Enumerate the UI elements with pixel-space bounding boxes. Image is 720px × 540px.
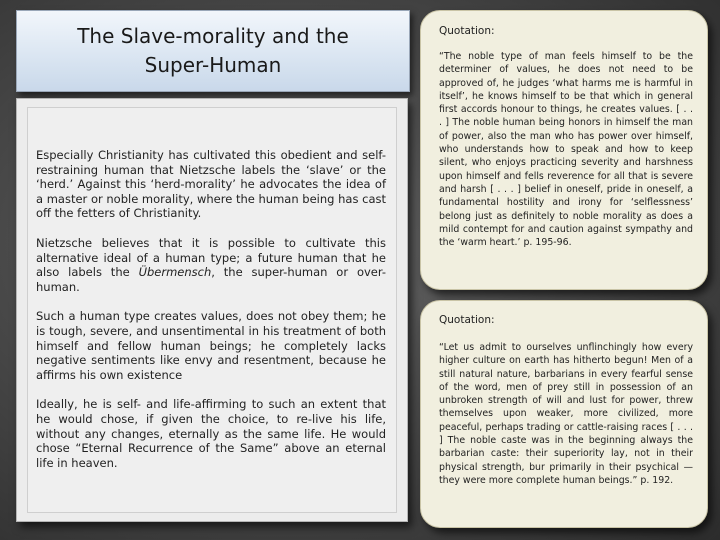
paragraph-ubermensch bbox=[36, 236, 386, 294]
quotation-heading: Quotation: bbox=[439, 314, 495, 326]
quotation-text: “The noble type of man feels himself to be the determiner of values, he does not need to be approved of, he judges ‘what harms me is harmful in itself’, he knows himself to be that which in general first accords honour to things, he creates values. [ . . . ] The noble human being honors in himself the man of power, also the man who has power over himself, who understands how to speak and how to keep silent, who enjoys practicing severity and harshness upon himself and fells reverence for all that is severe and harsh [ . . . ] belief in oneself, pride in oneself, a fundamental hostility and irony for ‘selflessness’ belong just as definitely to noble morality as does a mild contempt for and caution against sympathy and the ‘warm heart.’ p. 195-96. bbox=[439, 51, 693, 249]
quotation-heading: Quotation: bbox=[439, 25, 495, 37]
paragraph-eternal-recurrence: Ideally, he is self- and life-affirming to such an extent that he would chose, if given the choice, to re-live his life, without any changes, eternally as the same life. He would chose “Eternal Recurrence of the Same” above an eternal life in heaven. bbox=[36, 397, 386, 470]
title-box bbox=[16, 10, 410, 92]
paragraph-human-type: Such a human type creates values, does not obey them; he is tough, severe, and unsentimental in his treatment of both himself and fellow human beings; he completely lacks negative sentiments like envy and resentment, because he affirms his own existence bbox=[36, 309, 386, 382]
ubermensch-term: Übermensch bbox=[138, 265, 212, 280]
main-text-inner bbox=[27, 107, 397, 513]
quotation-card-noble-type bbox=[420, 10, 708, 290]
paragraph-ubermensch-end: , the super-human or over-human. bbox=[36, 265, 386, 294]
quotation-card-higher-culture bbox=[420, 300, 708, 528]
paragraph-ubermensch-start: Nietzsche believes that it is possible to cultivate this alternative ideal of a human type; a future human that he also labels the bbox=[36, 235, 386, 280]
slide-title: The Slave-morality and the Super-Human bbox=[77, 24, 349, 77]
main-text-panel bbox=[16, 98, 408, 522]
paragraph-slave-morality: Especially Christianity has cultivated this obedient and self-restraining human that Nietzsche labels the ‘slave’ or the ‘herd.’ Against this ‘herd-morality’ he advocates the idea of a master or noble morality, where the human being has cast off the fetters of Christianity. bbox=[36, 148, 386, 221]
quotation-text: “Let us admit to ourselves unflinchingly how every higher culture on earth has hitherto begun! Men of a still natural nature, barbarians in every fearful sense of the word, men of prey still in possession of an unbroken strength of will and lust for power, threw themselves upon weaker, more civilized, more peaceful, perhaps trading or cattle-raising races [ . . . ] The noble caste was in the beginning always the barbarian caste: their superiority lay, not in their physical strength, bur primarily in their psychical — they were more complete human beings.” p. 192. bbox=[439, 342, 693, 486]
